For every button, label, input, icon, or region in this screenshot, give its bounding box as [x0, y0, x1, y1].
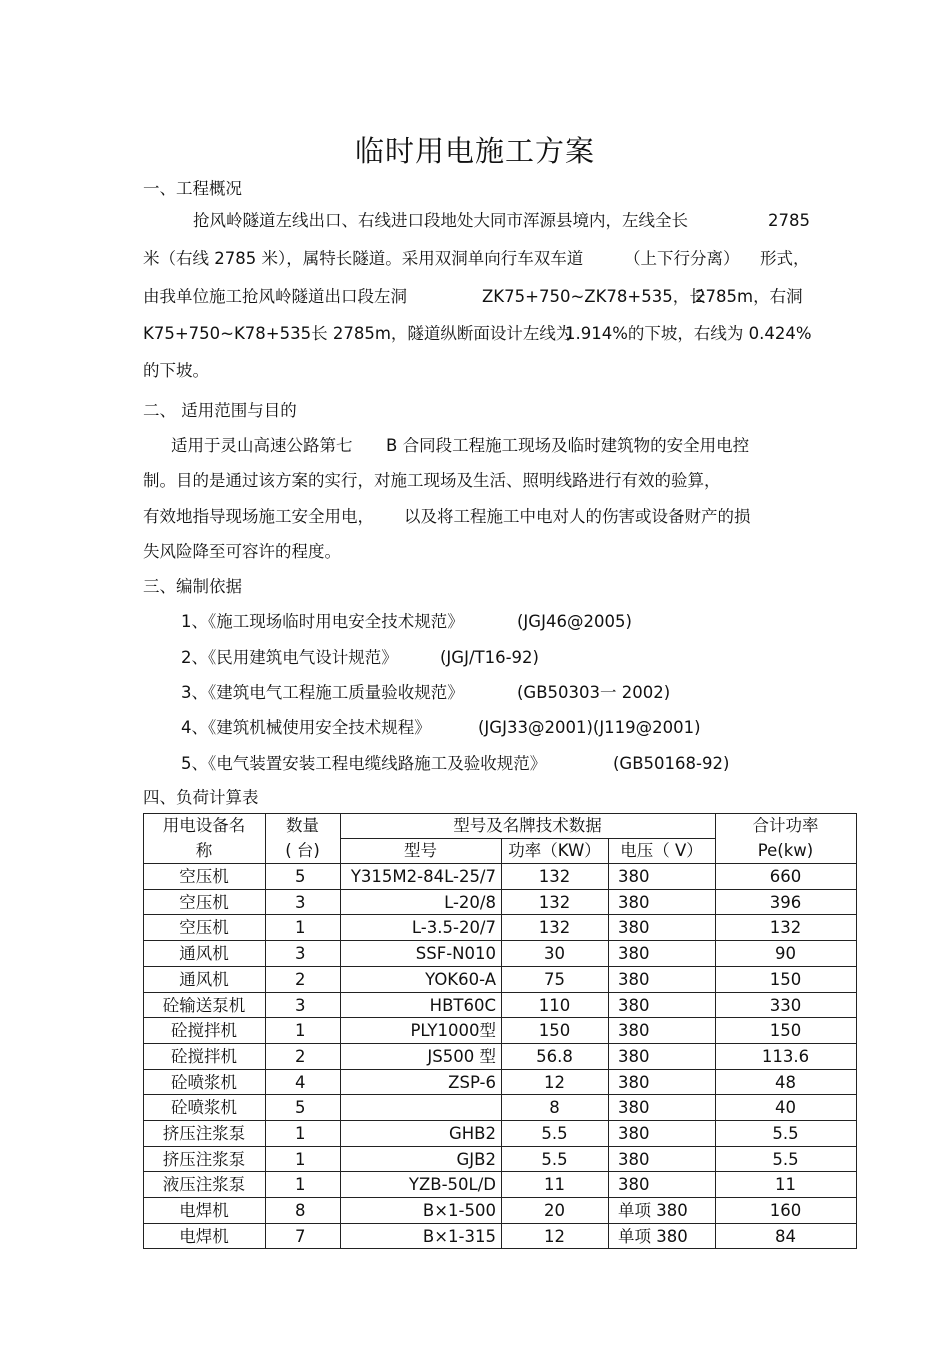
document-title: 临时用电施工方案 [354, 134, 595, 169]
paragraph-line: 有效地指导现场施工安全用电， [143, 507, 374, 526]
cell-device: 砼输送泵机 [162, 996, 246, 1015]
paragraph-line: 失风险降至可容许的程度。 [143, 542, 341, 561]
paragraph-line: 的下坡。 [143, 361, 209, 380]
cell-power: 110 [538, 996, 571, 1015]
cell-voltage: 380 [618, 1175, 650, 1194]
cell-device: 空压机 [179, 893, 229, 912]
cell-total-power: 5.5 [772, 1150, 799, 1169]
reference-item: 4、《建筑机械使用安全技术规程》 [181, 718, 431, 737]
cell-voltage: 380 [618, 867, 650, 886]
header-device: 用电设备名 [162, 816, 246, 835]
paragraph-line: ZK75+750~ZK78+535，长 [482, 287, 706, 306]
paragraph-line: K75+750~K78+535长 2785m，隧道纵断面设计左线为 [143, 324, 573, 343]
cell-device: 砼搅拌机 [171, 1021, 237, 1040]
cell-total-power: 48 [775, 1073, 796, 1092]
cell-device: 空压机 [179, 867, 229, 886]
cell-device: 通风机 [179, 944, 229, 963]
cell-total-power: 396 [769, 893, 802, 912]
cell-qty: 7 [295, 1227, 306, 1246]
cell-qty: 1 [295, 1175, 306, 1194]
cell-power: 30 [544, 944, 565, 963]
cell-power: 20 [544, 1201, 565, 1220]
cell-qty: 2 [295, 970, 306, 989]
cell-power: 12 [544, 1073, 565, 1092]
cell-model: JS500 型 [427, 1047, 496, 1066]
cell-device: 电焊机 [179, 1201, 229, 1220]
paragraph-line: 形式， [760, 249, 810, 268]
reference-code: (GB50168-92) [613, 754, 730, 773]
cell-total-power: 5.5 [772, 1124, 799, 1143]
reference-item: 5、《电气装置安装工程电缆线路施工及验收规范》 [181, 754, 547, 773]
cell-qty: 1 [295, 918, 306, 937]
cell-power: 5.5 [541, 1124, 568, 1143]
cell-qty: 3 [295, 893, 306, 912]
cell-voltage: 380 [618, 1073, 650, 1092]
cell-model: YZB-50L/D [408, 1175, 496, 1194]
cell-device: 砼搅拌机 [171, 1047, 237, 1066]
cell-qty: 1 [295, 1021, 306, 1040]
cell-device: 砼喷浆机 [171, 1073, 237, 1092]
cell-total-power: 160 [769, 1201, 802, 1220]
reference-code: (JGJ/T16-92) [440, 648, 539, 667]
cell-power: 132 [538, 867, 571, 886]
cell-voltage: 单项 380 [618, 1227, 688, 1246]
cell-voltage: 380 [618, 970, 650, 989]
cell-qty: 1 [295, 1124, 306, 1143]
cell-qty: 4 [295, 1073, 306, 1092]
header-voltage: 电压（ V） [620, 841, 703, 860]
paragraph-line: 1.914%的下坡，右线为 0.424% [565, 324, 812, 343]
reference-item: 3、《建筑电气工程施工质量验收规范》 [181, 683, 464, 702]
cell-voltage: 380 [618, 1098, 650, 1117]
cell-model: L-20/8 [444, 893, 496, 912]
cell-qty: 3 [295, 996, 306, 1015]
cell-power: 150 [538, 1021, 571, 1040]
cell-power: 5.5 [541, 1150, 568, 1169]
cell-qty: 5 [295, 1098, 306, 1117]
header-total-power: Pe(kw) [757, 841, 814, 860]
cell-device: 通风机 [179, 970, 229, 989]
cell-total-power: 132 [769, 918, 802, 937]
cell-voltage: 380 [618, 1021, 650, 1040]
header-tech-data: 型号及名牌技术数据 [453, 816, 602, 835]
cell-voltage: 380 [618, 1047, 650, 1066]
paragraph-line: B 合同段工程施工现场及临时建筑物的安全用电控 [386, 436, 750, 455]
paragraph-line: 2785 [768, 211, 810, 230]
cell-qty: 3 [295, 944, 306, 963]
cell-power: 56.8 [536, 1047, 573, 1066]
cell-model: L-3.5-20/7 [411, 918, 496, 937]
reference-code: (JGJ33@2001)(J119@2001) [478, 718, 701, 737]
cell-voltage: 380 [618, 944, 650, 963]
cell-qty: 5 [295, 867, 306, 886]
cell-device: 空压机 [179, 918, 229, 937]
cell-power: 11 [544, 1175, 565, 1194]
section-1-heading: 一、工程概况 [143, 179, 242, 198]
cell-model: GHB2 [448, 1124, 496, 1143]
paragraph-line: 由我单位施工抢风岭隧道出口段左洞 [143, 287, 407, 306]
cell-voltage: 380 [618, 996, 650, 1015]
cell-total-power: 40 [775, 1098, 796, 1117]
cell-device: 砼喷浆机 [171, 1098, 237, 1117]
paragraph-line: 制。目的是通过该方案的实行，对施工现场及生活、照明线路进行有效的验算， [143, 471, 721, 490]
header-device: 称 [195, 841, 213, 860]
header-total-power: 合计功率 [752, 816, 819, 835]
reference-item: 2、《民用建筑电气设计规范》 [181, 648, 398, 667]
cell-power: 75 [544, 970, 565, 989]
cell-device: 挤压注浆泵 [162, 1150, 246, 1169]
section-2-heading: 二、 适用范围与目的 [143, 401, 297, 420]
section-4-heading: 四、负荷计算表 [143, 788, 259, 807]
cell-total-power: 150 [769, 970, 802, 989]
cell-model: GJB2 [456, 1150, 496, 1169]
cell-voltage: 380 [618, 1150, 650, 1169]
paragraph-line: 米（右线 2785 米），属特长隧道。采用双洞单向行车双车道 [143, 249, 584, 268]
cell-model: YOK60-A [425, 970, 496, 989]
paragraph-line: 抢风岭隧道左线出口、右线进口段地处大同市浑源县境内，左线全长 [193, 211, 688, 230]
cell-power: 132 [538, 893, 571, 912]
cell-model: ZSP-6 [448, 1073, 496, 1092]
paragraph-line: 以及将工程施工中电对人的伤害或设备财产的损 [404, 507, 751, 526]
cell-total-power: 150 [769, 1021, 802, 1040]
header-power: 功率（KW） [508, 841, 601, 860]
cell-voltage: 380 [618, 918, 650, 937]
cell-qty: 8 [295, 1201, 306, 1220]
cell-voltage: 单项 380 [618, 1201, 688, 1220]
cell-model: SSF-N010 [415, 944, 496, 963]
header-qty: 数量 [286, 816, 319, 835]
cell-model: Y315M2-84L-25/7 [350, 867, 496, 886]
reference-code: (GB50303一 2002) [517, 683, 671, 702]
cell-power: 132 [538, 918, 571, 937]
paragraph-line: （上下行分离） [624, 249, 740, 268]
cell-model: B×1-315 [422, 1227, 496, 1246]
cell-device: 电焊机 [179, 1227, 229, 1246]
cell-voltage: 380 [618, 893, 650, 912]
cell-power: 8 [549, 1098, 560, 1117]
cell-total-power: 84 [775, 1227, 796, 1246]
cell-qty: 2 [295, 1047, 306, 1066]
reference-item: 1、《施工现场临时用电安全技术规范》 [181, 612, 464, 631]
cell-total-power: 660 [769, 867, 802, 886]
cell-qty: 1 [295, 1150, 306, 1169]
cell-voltage: 380 [618, 1124, 650, 1143]
cell-total-power: 330 [769, 996, 802, 1015]
reference-code: (JGJ46@2005) [517, 612, 632, 631]
cell-total-power: 11 [775, 1175, 796, 1194]
header-model: 型号 [404, 841, 437, 860]
cell-model: B×1-500 [422, 1201, 496, 1220]
header-qty: ( 台) [285, 841, 320, 860]
cell-device: 液压注浆泵 [162, 1175, 246, 1194]
cell-total-power: 90 [775, 944, 796, 963]
cell-model: PLY1000型 [410, 1021, 496, 1040]
paragraph-line: 适用于灵山高速公路第七 [171, 436, 353, 455]
cell-device: 挤压注浆泵 [162, 1124, 246, 1143]
cell-model: HBT60C [429, 996, 496, 1015]
paragraph-line: 2785m，右洞 [695, 287, 803, 306]
section-3-heading: 三、编制依据 [143, 577, 242, 596]
cell-total-power: 113.6 [761, 1047, 810, 1066]
cell-power: 12 [544, 1227, 565, 1246]
